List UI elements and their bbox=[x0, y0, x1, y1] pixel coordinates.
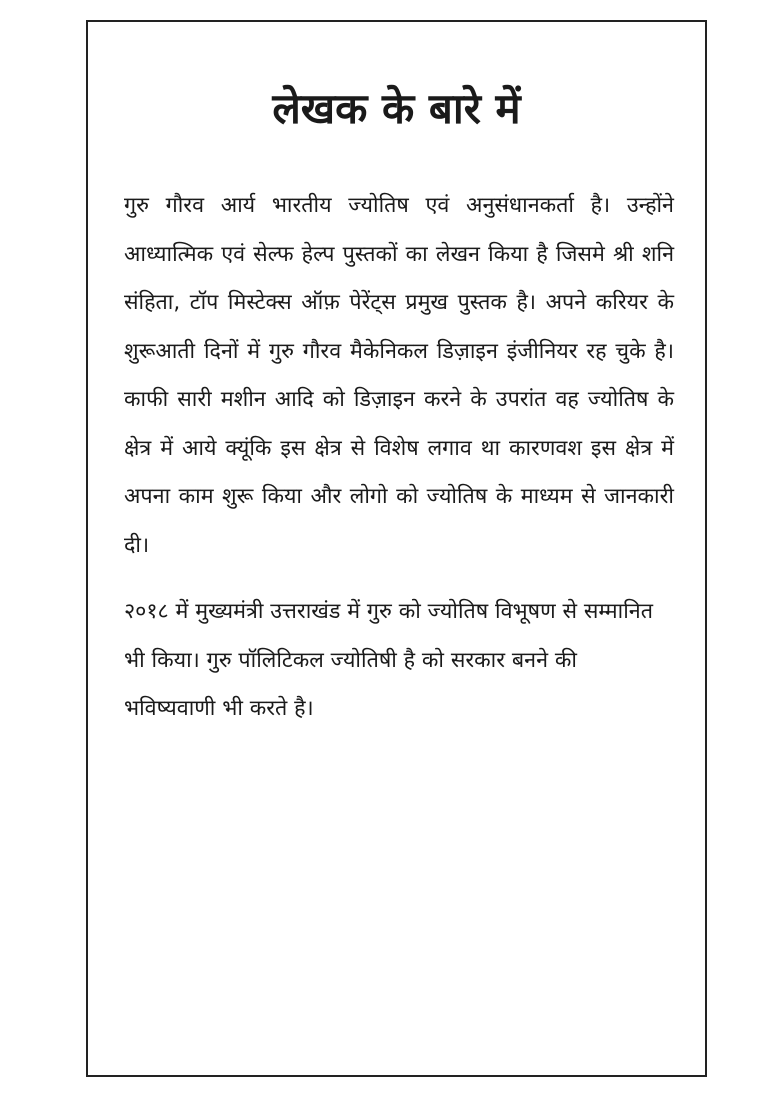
paragraph-1: गुरु गौरव आर्य भारतीय ज्योतिष एवं अनुसंधानकर्ता है। उन्होंने आध्यात्मिक एवं सेल्फ हेल्प पुस्तकों का लेखन किया है जिसमे श्री शनि संहिता, टॉप मिस्टेक्स ऑफ़ पेरेंट्स प्रमुख पुस्तक है। अपने करियर के शुरूआती दिनों में गुरु गौरव मैकेनिकल डिज़ाइन इंजीनियर रह चुके है। काफी सारी मशीन आदि को डिज़ाइन करने के उपरांत वह ज्योतिष के क्षेत्र में आये क्यूंकि इस क्षेत्र से विशेष लगाव था कारणवश इस क्षेत्र में अपना काम शुरू किया और लोगो को ज्योतिष के माध्यम से जानकारी दी। bbox=[124, 193, 674, 558]
paragraph-2: २०१८ में मुख्यमंत्री उत्तराखंड में गुरु को ज्योतिष विभूषण से सम्मानित भी किया। गुरु पॉलिटिकल ज्योतिषी है को सरकार बनने की भविष्यवाणी भी करते है। bbox=[124, 599, 653, 721]
page-title: लेखक के बारे में bbox=[272, 84, 521, 133]
page-border bbox=[86, 20, 707, 1077]
body-text bbox=[124, 182, 674, 734]
